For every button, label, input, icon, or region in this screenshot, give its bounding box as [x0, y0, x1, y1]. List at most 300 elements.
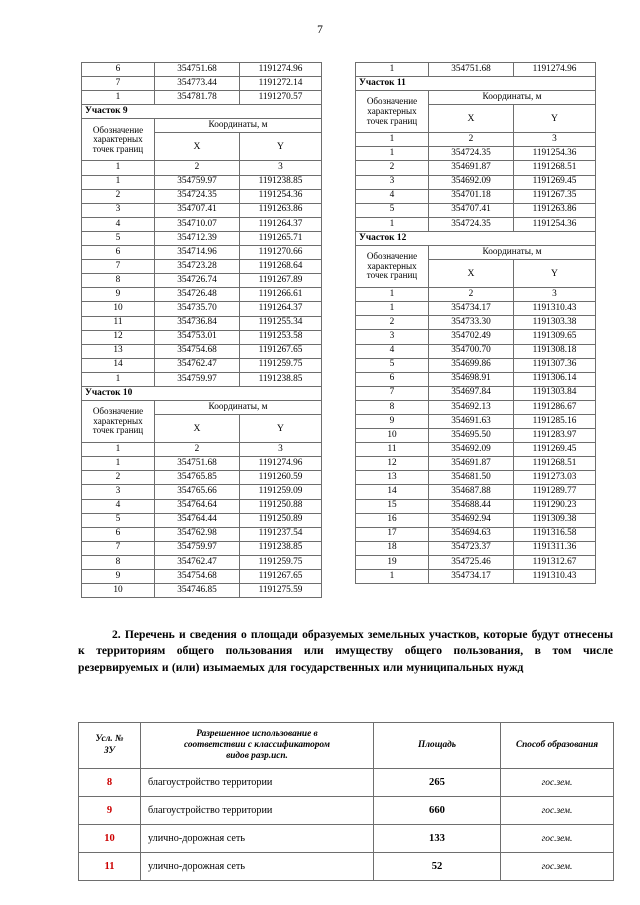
section-title: Участок 12 [356, 231, 596, 245]
coordinate-row [82, 217, 322, 231]
coordinate-x: 354700.70 [429, 344, 514, 358]
column-number-1: 1 [356, 288, 429, 302]
coordinate-point-number: 3 [82, 485, 155, 499]
coordinate-point-number: 3 [356, 330, 429, 344]
plot-area: 133 [374, 825, 501, 853]
coordinate-row [82, 288, 322, 302]
coordinate-point-number: 19 [356, 555, 429, 569]
column-header-point-label [82, 401, 155, 443]
coordinate-point-number: 18 [356, 541, 429, 555]
coordinate-y: 1191254.36 [514, 217, 596, 231]
column-header-y: Y [240, 133, 322, 161]
coordinate-point-number: 7 [356, 386, 429, 400]
column-number-1: 1 [356, 133, 429, 147]
coordinate-y: 1191290.23 [514, 499, 596, 513]
coordinate-point-number: 11 [356, 443, 429, 457]
column-number-3: 3 [514, 133, 596, 147]
column-header-x: X [155, 415, 240, 443]
column-number-row [356, 288, 596, 302]
coordinate-y: 1191267.35 [514, 189, 596, 203]
plot-number: 11 [79, 853, 141, 881]
coordinate-row [356, 217, 596, 231]
coordinate-point-number: 3 [356, 175, 429, 189]
coordinate-point-number: 13 [356, 471, 429, 485]
coordinate-point-number: 6 [356, 372, 429, 386]
coordinate-x: 354723.37 [429, 541, 514, 555]
coordinate-x: 354762.47 [155, 358, 240, 372]
coordinate-x: 354764.64 [155, 499, 240, 513]
coordinate-y: 1191283.97 [514, 429, 596, 443]
coordinate-row [356, 513, 596, 527]
coordinate-y: 1191309.65 [514, 330, 596, 344]
plot-area: 265 [374, 769, 501, 797]
plot-formation-method: гос.зем. [501, 853, 614, 881]
coordinate-x: 354781.78 [155, 91, 240, 105]
coordinate-row [356, 555, 596, 569]
coordinate-y: 1191255.34 [240, 316, 322, 330]
coordinate-point-number: 10 [356, 429, 429, 443]
column-number-1: 1 [82, 161, 155, 175]
column-header-point-label-line2: характерных [93, 134, 143, 145]
coordinate-y: 1191268.64 [240, 260, 322, 274]
plots-table-container [78, 722, 613, 881]
coordinate-point-number: 9 [82, 288, 155, 302]
coordinate-y: 1191307.36 [514, 358, 596, 372]
coordinate-x: 354692.09 [429, 443, 514, 457]
coordinate-point-number: 12 [82, 330, 155, 344]
plots-col-header-area: Площадь [374, 723, 501, 769]
coordinate-row [82, 63, 322, 77]
coordinate-point-number: 9 [356, 414, 429, 428]
column-header-point-label-line3: точек границ [92, 143, 144, 154]
coordinate-y: 1191274.96 [240, 63, 322, 77]
coordinate-point-number: 5 [356, 358, 429, 372]
column-header-x: X [429, 105, 514, 133]
coordinate-point-number: 9 [82, 570, 155, 584]
coordinate-point-number: 7 [82, 77, 155, 91]
coordinate-row [356, 400, 596, 414]
coordinate-row [356, 316, 596, 330]
coordinate-y: 1191286.67 [514, 400, 596, 414]
coordinate-row [356, 147, 596, 161]
coordinate-point-number: 5 [82, 513, 155, 527]
coordinate-x: 354691.87 [429, 161, 514, 175]
coordinate-x: 354759.97 [155, 175, 240, 189]
coordinate-y: 1191238.85 [240, 175, 322, 189]
coordinate-x: 354733.30 [429, 316, 514, 330]
plots-col-header-number [79, 723, 141, 769]
coordinate-y: 1191264.37 [240, 302, 322, 316]
plots-table-row [79, 853, 614, 881]
column-header-x: X [429, 260, 514, 288]
coordinate-row [356, 203, 596, 217]
column-header-point-label-line1: Обозначение [92, 124, 144, 135]
column-header-coordinates: Координаты, м [429, 246, 596, 260]
coordinate-point-number: 17 [356, 527, 429, 541]
coordinate-x: 354699.86 [429, 358, 514, 372]
coordinate-point-number: 10 [82, 302, 155, 316]
coordinate-point-number: 2 [356, 316, 429, 330]
plot-formation-method: гос.зем. [501, 797, 614, 825]
coordinates-table-left [81, 62, 322, 598]
plot-number: 10 [79, 825, 141, 853]
coordinate-row [82, 316, 322, 330]
coordinate-row [356, 161, 596, 175]
coordinate-row [356, 457, 596, 471]
coordinate-row [82, 302, 322, 316]
coordinate-y: 1191264.37 [240, 217, 322, 231]
coordinate-y: 1191289.77 [514, 485, 596, 499]
section-title: Участок 9 [82, 105, 322, 119]
coordinate-x: 354697.84 [429, 386, 514, 400]
column-header-point-label [356, 91, 429, 133]
coordinate-x: 354710.07 [155, 217, 240, 231]
plot-permitted-use: улично-дорожная сеть [141, 853, 374, 881]
coordinate-x: 354687.88 [429, 485, 514, 499]
coordinate-x: 354751.68 [429, 63, 514, 77]
coordinate-x: 354762.47 [155, 555, 240, 569]
coordinate-y: 1191310.43 [514, 570, 596, 584]
coordinate-row [356, 372, 596, 386]
coordinate-row [356, 189, 596, 203]
coordinate-x: 354692.94 [429, 513, 514, 527]
coordinate-point-number: 1 [82, 372, 155, 386]
section-title: Участок 10 [82, 386, 322, 400]
coordinate-point-number: 1 [82, 457, 155, 471]
coordinate-y: 1191238.85 [240, 541, 322, 555]
coordinate-row [82, 541, 322, 555]
coordinate-point-number: 13 [82, 344, 155, 358]
coordinate-x: 354751.68 [155, 457, 240, 471]
coordinate-x: 354724.35 [429, 147, 514, 161]
coordinate-point-number: 1 [82, 175, 155, 189]
coordinate-x: 354707.41 [429, 203, 514, 217]
coordinate-point-number: 4 [82, 217, 155, 231]
coordinate-row [82, 570, 322, 584]
coordinate-point-number: 7 [82, 541, 155, 555]
column-header-row-top [82, 401, 322, 415]
plots-col-header-method: Способ образования [501, 723, 614, 769]
coordinate-x: 354759.97 [155, 372, 240, 386]
column-number-3: 3 [240, 161, 322, 175]
coordinate-row [82, 274, 322, 288]
plots-table-head [79, 723, 614, 769]
plot-formation-method: гос.зем. [501, 825, 614, 853]
coordinate-y: 1191267.65 [240, 570, 322, 584]
coordinate-x: 354773.44 [155, 77, 240, 91]
column-header-point-label-line3: точек границ [366, 270, 418, 281]
coordinate-point-number: 1 [356, 147, 429, 161]
coordinate-x: 354691.87 [429, 457, 514, 471]
column-header-coordinates: Координаты, м [155, 119, 322, 133]
coordinate-row [356, 527, 596, 541]
coordinate-row [82, 485, 322, 499]
coordinate-row [82, 555, 322, 569]
column-header-point-label-line1: Обозначение [366, 96, 418, 107]
coordinate-x: 354692.09 [429, 175, 514, 189]
coordinate-point-number: 14 [356, 485, 429, 499]
coordinate-row [82, 77, 322, 91]
column-header-row-top [82, 119, 322, 133]
coordinate-x: 354702.49 [429, 330, 514, 344]
coordinate-point-number: 1 [82, 91, 155, 105]
plots-col-header-use-line2: соответствии с классификатором [183, 739, 331, 750]
coordinate-point-number: 15 [356, 499, 429, 513]
coordinate-x: 354751.68 [155, 63, 240, 77]
coordinate-y: 1191270.57 [240, 91, 322, 105]
coordinate-x: 354765.66 [155, 485, 240, 499]
coordinate-row [82, 91, 322, 105]
coordinate-row [82, 513, 322, 527]
coordinate-y: 1191303.84 [514, 386, 596, 400]
coordinate-row [82, 499, 322, 513]
coordinate-point-number: 8 [82, 274, 155, 288]
plots-col-header-use [141, 723, 374, 769]
plot-number: 8 [79, 769, 141, 797]
coordinate-y: 1191266.61 [240, 288, 322, 302]
coordinate-x: 354734.17 [429, 570, 514, 584]
coordinate-row [82, 175, 322, 189]
coordinate-y: 1191310.43 [514, 302, 596, 316]
coordinate-row [82, 471, 322, 485]
coordinate-point-number: 4 [356, 344, 429, 358]
coordinate-point-number: 2 [82, 471, 155, 485]
column-header-y: Y [514, 105, 596, 133]
coordinate-x: 354734.17 [429, 302, 514, 316]
coordinate-y: 1191268.51 [514, 457, 596, 471]
coordinate-row [82, 372, 322, 386]
coordinate-row [82, 527, 322, 541]
coordinate-row [82, 344, 322, 358]
coordinate-y: 1191259.09 [240, 485, 322, 499]
coordinate-x: 354735.70 [155, 302, 240, 316]
column-number-row [82, 161, 322, 175]
coordinate-point-number: 8 [356, 400, 429, 414]
plots-table-row [79, 825, 614, 853]
coordinate-point-number: 1 [356, 570, 429, 584]
column-number-row [82, 443, 322, 457]
page-number: 7 [317, 24, 323, 36]
coordinate-y: 1191269.45 [514, 443, 596, 457]
plots-table [78, 722, 614, 881]
coordinate-y: 1191263.86 [240, 203, 322, 217]
coordinate-point-number: 7 [82, 260, 155, 274]
plots-col-header-number-line1: Усл. № [95, 734, 124, 745]
coordinates-table-right [355, 62, 596, 584]
coordinate-x: 354694.63 [429, 527, 514, 541]
coordinate-x: 354726.48 [155, 288, 240, 302]
section-title-row [82, 105, 322, 119]
plots-table-row [79, 797, 614, 825]
coordinate-point-number: 1 [356, 302, 429, 316]
plots-col-header-use-line1: Разрешенное использование в [196, 728, 318, 739]
plots-table-body [79, 769, 614, 881]
coordinate-x: 354691.63 [429, 414, 514, 428]
coordinate-point-number: 5 [82, 231, 155, 245]
coordinate-point-number: 3 [82, 203, 155, 217]
section-title-row [356, 231, 596, 245]
coordinate-x: 354762.98 [155, 527, 240, 541]
coordinate-y: 1191265.71 [240, 231, 322, 245]
coordinate-row [356, 570, 596, 584]
coordinate-y: 1191311.36 [514, 541, 596, 555]
coordinate-point-number: 6 [82, 527, 155, 541]
column-number-3: 3 [514, 288, 596, 302]
coordinate-row [356, 485, 596, 499]
coordinate-row [82, 203, 322, 217]
coordinate-y: 1191237.54 [240, 527, 322, 541]
column-header-point-label [82, 119, 155, 161]
column-number-1: 1 [82, 443, 155, 457]
coordinate-row [356, 175, 596, 189]
coordinate-point-number: 12 [356, 457, 429, 471]
coordinate-row [356, 330, 596, 344]
coordinate-x: 354681.50 [429, 471, 514, 485]
coordinate-y: 1191267.65 [240, 344, 322, 358]
coordinate-x: 354701.18 [429, 189, 514, 203]
plot-formation-method: гос.зем. [501, 769, 614, 797]
coordinate-y: 1191275.59 [240, 584, 322, 598]
coordinate-x: 354688.44 [429, 499, 514, 513]
coordinate-x: 354754.68 [155, 570, 240, 584]
coordinate-row [356, 344, 596, 358]
coordinate-x: 354753.01 [155, 330, 240, 344]
coordinate-row [82, 584, 322, 598]
coordinate-point-number: 1 [356, 217, 429, 231]
plots-header-row [79, 723, 614, 769]
coordinate-point-number: 8 [82, 555, 155, 569]
column-header-y: Y [240, 415, 322, 443]
coordinate-x: 354724.35 [429, 217, 514, 231]
coordinate-row [356, 499, 596, 513]
coordinate-row [356, 429, 596, 443]
coordinates-table-left-container [81, 62, 321, 598]
coordinate-row [82, 189, 322, 203]
coordinate-point-number: 11 [82, 316, 155, 330]
plot-permitted-use: благоустройство территории [141, 769, 374, 797]
coordinate-x: 354723.28 [155, 260, 240, 274]
column-header-row-top [356, 91, 596, 105]
coordinate-y: 1191274.96 [514, 63, 596, 77]
coordinate-y: 1191270.66 [240, 246, 322, 260]
coordinate-y: 1191259.75 [240, 555, 322, 569]
coordinate-y: 1191254.36 [514, 147, 596, 161]
coordinate-point-number: 10 [82, 584, 155, 598]
coordinate-row [356, 471, 596, 485]
section-title-row [82, 386, 322, 400]
plot-area: 660 [374, 797, 501, 825]
plot-permitted-use: благоустройство территории [141, 797, 374, 825]
column-header-point-label-line1: Обозначение [92, 406, 144, 417]
coordinate-y: 1191306.14 [514, 372, 596, 386]
coordinate-point-number: 5 [356, 203, 429, 217]
coordinate-x: 354765.85 [155, 471, 240, 485]
coordinate-y: 1191267.89 [240, 274, 322, 288]
coordinate-x: 354736.84 [155, 316, 240, 330]
column-header-point-label-line1: Обозначение [366, 251, 418, 262]
coordinates-table-right-container [355, 62, 595, 584]
coordinate-point-number: 1 [356, 63, 429, 77]
column-number-2: 2 [155, 443, 240, 457]
coordinate-point-number: 2 [82, 189, 155, 203]
coordinate-point-number: 16 [356, 513, 429, 527]
coordinate-row [356, 541, 596, 555]
coordinate-x: 354746.85 [155, 584, 240, 598]
coordinate-x: 354712.39 [155, 231, 240, 245]
plot-permitted-use: улично-дорожная сеть [141, 825, 374, 853]
coordinate-y: 1191260.59 [240, 471, 322, 485]
coordinate-x: 354707.41 [155, 203, 240, 217]
coordinate-y: 1191253.58 [240, 330, 322, 344]
column-header-point-label-line2: характерных [367, 105, 417, 116]
column-header-x: X [155, 133, 240, 161]
column-header-coordinates: Координаты, м [155, 401, 322, 415]
column-number-2: 2 [155, 161, 240, 175]
plot-number: 9 [79, 797, 141, 825]
coordinate-x: 354754.68 [155, 344, 240, 358]
column-header-y: Y [514, 260, 596, 288]
coordinate-row [356, 302, 596, 316]
coordinate-row [82, 330, 322, 344]
coordinate-y: 1191274.96 [240, 457, 322, 471]
coordinate-y: 1191254.36 [240, 189, 322, 203]
coordinate-row [82, 457, 322, 471]
plots-table-row [79, 769, 614, 797]
plots-col-header-use-line3: видов разр.исп. [226, 751, 288, 762]
coordinate-y: 1191269.45 [514, 175, 596, 189]
coordinate-y: 1191263.86 [514, 203, 596, 217]
coordinate-y: 1191250.89 [240, 513, 322, 527]
coordinate-y: 1191272.14 [240, 77, 322, 91]
coordinate-x: 354695.50 [429, 429, 514, 443]
coordinate-x: 354714.96 [155, 246, 240, 260]
column-header-point-label-line2: характерных [367, 260, 417, 271]
coordinate-x: 354726.74 [155, 274, 240, 288]
coordinate-row [82, 231, 322, 245]
coordinate-row [356, 414, 596, 428]
column-number-3: 3 [240, 443, 322, 457]
coordinate-y: 1191316.58 [514, 527, 596, 541]
coordinate-row [356, 386, 596, 400]
coordinate-y: 1191268.51 [514, 161, 596, 175]
coordinate-point-number: 2 [356, 161, 429, 175]
coordinate-point-number: 6 [82, 246, 155, 260]
column-header-point-label-line3: точек границ [92, 425, 144, 436]
plot-area: 52 [374, 853, 501, 881]
column-number-row [356, 133, 596, 147]
coordinate-row [82, 246, 322, 260]
coordinate-x: 354759.97 [155, 541, 240, 555]
coordinate-point-number: 6 [82, 63, 155, 77]
coordinate-y: 1191312.67 [514, 555, 596, 569]
section-title: Участок 11 [356, 77, 596, 91]
column-number-2: 2 [429, 133, 514, 147]
coordinate-y: 1191309.38 [514, 513, 596, 527]
coordinate-x: 354698.91 [429, 372, 514, 386]
column-header-point-label [356, 246, 429, 288]
coordinate-x: 354725.46 [429, 555, 514, 569]
column-number-2: 2 [429, 288, 514, 302]
coordinate-y: 1191238.85 [240, 372, 322, 386]
column-header-point-label-line3: точек границ [366, 115, 418, 126]
coordinate-y: 1191259.75 [240, 358, 322, 372]
coordinate-row [356, 63, 596, 77]
column-header-coordinates: Координаты, м [429, 91, 596, 105]
coordinate-y: 1191285.16 [514, 414, 596, 428]
coordinate-point-number: 4 [82, 499, 155, 513]
section-2-paragraph: 2. Перечень и сведения о площади образуемых земельных участков, которые будут отнесены к территориям общего пользования или имуществу общего пользования, в том числе резервируемых и (или) изымаемых для государственных или муниципальных нужд [78, 628, 613, 674]
coordinate-row [82, 260, 322, 274]
